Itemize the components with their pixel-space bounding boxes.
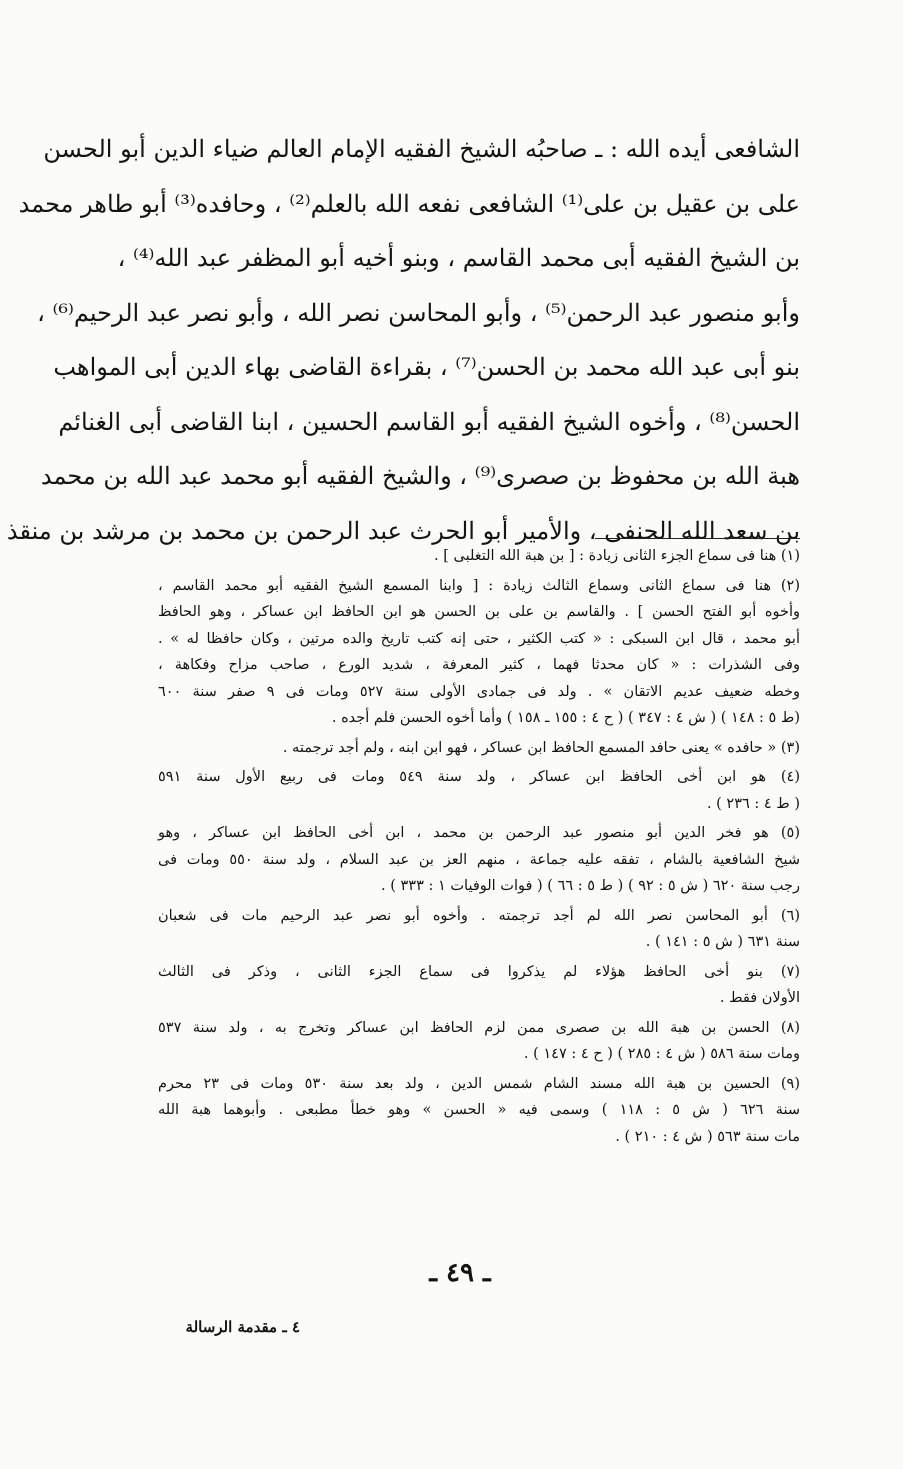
footnotes-block [158,543,800,1153]
footnote-line: رجب سنة ٦٢٠ ( ش ٥ : ٩٢ ) ( ط ٥ : ٦٦ ) ( فوات الوفيات ١ : ٣٣٣ ) . [381,878,800,894]
main-text-line: الشافعى أيده الله : ـ صاحبُه الشيخ الفقيه الإمام العالم ضياء الدين أبو الحسن [43,135,800,163]
footnote-line: (٢) هنا فى سماع الثانى وسماع الثالث زيادة : [ وابنا المسمع الشيخ الفقيه أبو محمد القاسم ، [158,577,800,594]
main-text-line: بنو أبى عبد الله محمد بن الحسن⁽⁷⁾ ، بقراءة القاضى بهاء الدين أبى المواهب [53,353,800,381]
footnote [158,573,800,732]
footnote [158,764,800,817]
footnote-line: أبو محمد ، قال ابن السبكى : « كتب الكثير ، حتى إنه كتب تاريخ والده مرتين ، وكان حافظا له » . [158,630,800,647]
footnote [158,543,800,570]
page-number: ـ ٤٩ ـ [429,1258,491,1288]
footnote-line: ومات سنة ٥٨٦ ( ش ٤ : ٢٨٥ ) ( ح ٤ : ١٤٧ ) . [523,1046,800,1062]
main-text-line: بن سعد الله الحنفى ، والأمير أبو الحرث عبد الرحمن بن محمد بن مرشد بن منقذ [6,516,800,545]
footnote [158,820,800,900]
footnote [158,959,800,1012]
footnote-line: (١) هنا فى سماع الجزء الثانى زيادة : [ بن هبة الله التغلبى ] . [434,548,800,564]
footnote-line: (٩) الحسين بن هبة الله مسند الشام شمس الدين ، ولد بعد سنة ٥٣٠ ومات فى ٢٣ محرم [158,1075,801,1092]
footnote-line: (٤) هو ابن أخى الحافظ ابن عساكر ، ولد سنة ٥٤٩ ومات فى ربيع الأول سنة ٥٩١ [158,769,800,785]
footnote-line: (٦) أبو المحاسن نصر الله لم أجد ترجمته . وأخوه أبو نصر عبد الرحيم مات فى شعبان [158,907,800,924]
footnote [158,735,800,762]
main-text-line: هبة الله بن محفوظ بن صصرى⁽⁹⁾ ، والشيخ الفقيه أبو محمد عبد الله بن محمد [40,462,800,490]
main-text-block [6,122,800,558]
printer-signature: ٤ ـ مقدمة الرسالة [185,1318,300,1336]
footnote-separator-rule [595,538,800,539]
footnote-line: (٧) بنو أخى الحافظ هؤلاء لم يذكروا فى سماع الجزء الثانى ، وذكر فى الثالث [158,963,800,980]
footnote-line: شيخ الشافعية بالشام ، تفقه عليه جماعة ، منهم العز بن عبد السلام ، ولد سنة ٥٥٠ ومات فى [158,851,800,868]
footnote [158,1071,800,1151]
footnote-line: وأخوه أبو الفتح الحسن ] . والقاسم بن على بن الحسن هو ابن الحافظ ابن عساكر ، وهو الحافظ [158,604,800,620]
footnote [158,903,800,956]
footnote-line: وفى الشذرات : « كان محدثا فهما ، كثير المعرفة ، شديد الورع ، صاحب مزاح وفكاهة ، [158,657,800,673]
footnote [158,1015,800,1068]
footnote-line: سنة ٦٣١ ( ش ٥ : ١٤١ ) . [645,934,800,950]
footnote-line: مات سنة ٥٦٣ ( ش ٤ : ٢١٠ ) . [615,1128,800,1145]
footnote-line: سنة ٦٢٦ ( ش ٥ : ١١٨ ) وسمى فيه « الحسن » وهو خطأ مطبعى . وأبوهما هبة الله [158,1102,800,1118]
footnote-line: (٥) هو فخر الدين أبو منصور عبد الرحمن بن محمد ، ابن أخى الحافظ ابن عساكر ، وهو [158,825,801,841]
footnote-line: (٣) « حافده » يعنى حافد المسمع الحافظ ابن عساكر ، فهو ابن ابنه ، ولم أجد ترجمته . [282,739,800,756]
footnote-line: وخطه ضعيف عديم الاتقان » . ولد فى جمادى الأولى سنة ٥٢٧ ومات فى ٩ صفر سنة ٦٠٠ [158,683,800,700]
footnote-line: (٨) الحسن بن هبة الله بن صصرى ممن لزم الحافظ ابن عساكر وتخرج به ، ولد سنة ٥٣٧ [158,1019,800,1036]
main-text-line: الحسن⁽⁸⁾ ، وأخوه الشيخ الفقيه أبو القاسم الحسين ، ابنا القاضى أبى الغنائم [58,407,800,436]
main-text-line: على بن عقيل بن على⁽¹⁾ الشافعى نفعه الله بالعلم⁽²⁾ ، وحافده⁽³⁾ أبو طاهر محمد [18,189,800,218]
main-text-line: وأبو منصور عبد الرحمن⁽⁵⁾ ، وأبو المحاسن نصر الله ، وأبو نصر عبد الرحيم⁽⁶⁾ ، [37,298,800,327]
footnote-line: (ط ٥ : ١٤٨ ) ( ش ٤ : ٣٤٧ ) ( ح ٤ : ١٥٥ ـ ١٥٨ ) وأما أخوه الحسن فلم أجده . [331,710,800,726]
footnote-line: الأولان فقط . [719,990,800,1006]
main-text-line: بن الشيخ الفقيه أبى محمد القاسم ، وبنو أخيه أبو المظفر عبد الله⁽⁴⁾ ، [117,244,800,272]
footnote-line: ( ط ٤ : ٢٣٦ ) . [706,795,800,812]
